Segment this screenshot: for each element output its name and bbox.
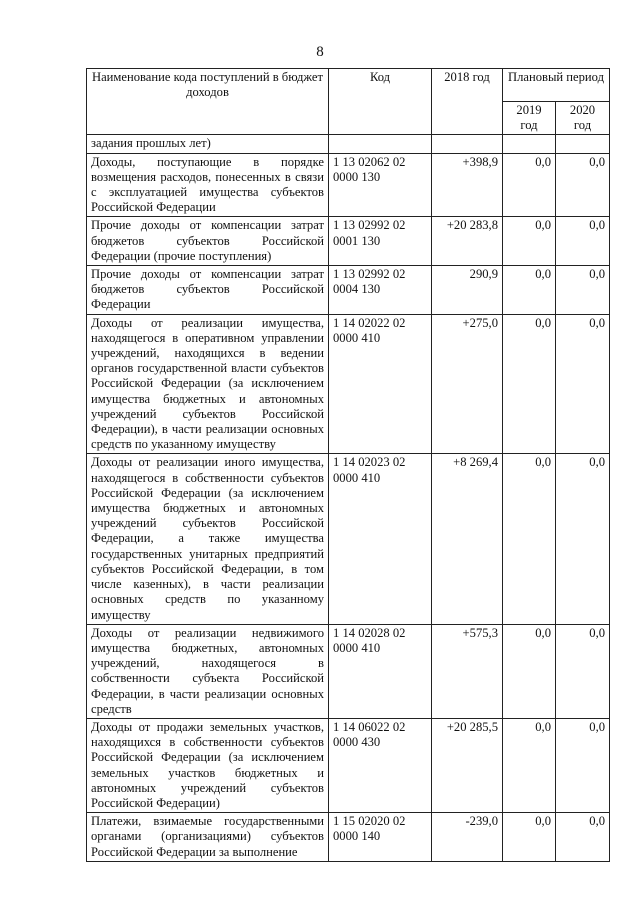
header-code: Код	[329, 69, 432, 135]
header-name: Наименование кода поступлений в бюджет доходов	[87, 69, 329, 135]
table-row	[87, 314, 610, 454]
row-value-2018: +8 269,4	[432, 454, 503, 624]
row-name: Платежи, взимаемые государственными органами (организациями) субъектов Российской Федерации за выполнение	[87, 813, 329, 862]
row-code: 1 14 02028 02 0000 410	[329, 624, 432, 718]
row-value-2020: 0,0	[556, 813, 610, 862]
row-value-2019: 0,0	[503, 624, 556, 718]
row-name: Прочие доходы от компенсации затрат бюджетов субъектов Российской Федерации (прочие поступления)	[87, 217, 329, 266]
continuation-text: задания прошлых лет)	[87, 135, 329, 153]
row-value-2020: 0,0	[556, 454, 610, 624]
row-name: Доходы, поступающие в порядке возмещения расходов, понесенных в связи с эксплуатацией имущества субъектов Российской Федерации	[87, 153, 329, 217]
row-name: Доходы от продажи земельных участков, находящихся в собственности субъектов Российской Федерации (за исключением земельных участков бюджетных и автономных учреждений субъектов Российской Федерации)	[87, 718, 329, 812]
row-code: 1 14 02023 02 0000 410	[329, 454, 432, 624]
table-row	[87, 153, 610, 217]
row-value-2019: 0,0	[503, 217, 556, 266]
row-name: Доходы от реализации иного имущества, находящегося в собственности субъектов Российской Федерации (за исключением имущества бюджетных и автономных учреждений субъектов Российской Федерации, а также имущества государственных унитарных предприятий субъектов Российской Федерации, в том числе казенных), в части реализации основных средств по указанному имуществу	[87, 454, 329, 624]
revenue-table	[86, 68, 610, 862]
row-value-2020: 0,0	[556, 718, 610, 812]
row-value-2019: 0,0	[503, 153, 556, 217]
row-value-2020: 0,0	[556, 266, 610, 315]
table-row	[87, 718, 610, 812]
row-value-2018: +275,0	[432, 314, 503, 454]
row-code: 1 13 02992 02 0001 130	[329, 217, 432, 266]
table-row	[87, 454, 610, 624]
continuation-row	[87, 135, 610, 153]
header-2020: 2020 год	[556, 102, 610, 135]
row-value-2019: 0,0	[503, 454, 556, 624]
header-planned-period: Плановый период	[503, 69, 610, 102]
table-row	[87, 266, 610, 315]
row-value-2018: -239,0	[432, 813, 503, 862]
header-2018: 2018 год	[432, 69, 503, 135]
row-name: Доходы от реализации имущества, находящегося в оперативном управлении учреждений, находящихся в ведении органов государственной власти субъектов Российской Федерации (за исключением имущества бюджетных и автономных учреждений субъектов Российской Федерации), в части реализации основных средств по указанному имуществу	[87, 314, 329, 454]
row-value-2018: +20 285,5	[432, 718, 503, 812]
row-value-2018: 290,9	[432, 266, 503, 315]
row-value-2018: +398,9	[432, 153, 503, 217]
row-value-2019: 0,0	[503, 266, 556, 315]
row-value-2019: 0,0	[503, 718, 556, 812]
row-code: 1 14 02022 02 0000 410	[329, 314, 432, 454]
table-row	[87, 813, 610, 862]
row-value-2020: 0,0	[556, 624, 610, 718]
header-2019: 2019 год	[503, 102, 556, 135]
row-name: Доходы от реализации недвижимого имущества бюджетных, автономных учреждений, находящегося в собственности субъекта Российской Федерации, в части реализации основных средств	[87, 624, 329, 718]
table-row	[87, 217, 610, 266]
row-code: 1 13 02992 02 0004 130	[329, 266, 432, 315]
row-code: 1 14 06022 02 0000 430	[329, 718, 432, 812]
page-number: 8	[316, 44, 324, 60]
row-value-2019: 0,0	[503, 314, 556, 454]
row-value-2020: 0,0	[556, 153, 610, 217]
row-value-2020: 0,0	[556, 217, 610, 266]
row-value-2019: 0,0	[503, 813, 556, 862]
row-name: Прочие доходы от компенсации затрат бюджетов субъектов Российской Федерации	[87, 266, 329, 315]
table-row	[87, 624, 610, 718]
row-code: 1 15 02020 02 0000 140	[329, 813, 432, 862]
row-value-2018: +20 283,8	[432, 217, 503, 266]
row-code: 1 13 02062 02 0000 130	[329, 153, 432, 217]
row-value-2018: +575,3	[432, 624, 503, 718]
row-value-2020: 0,0	[556, 314, 610, 454]
